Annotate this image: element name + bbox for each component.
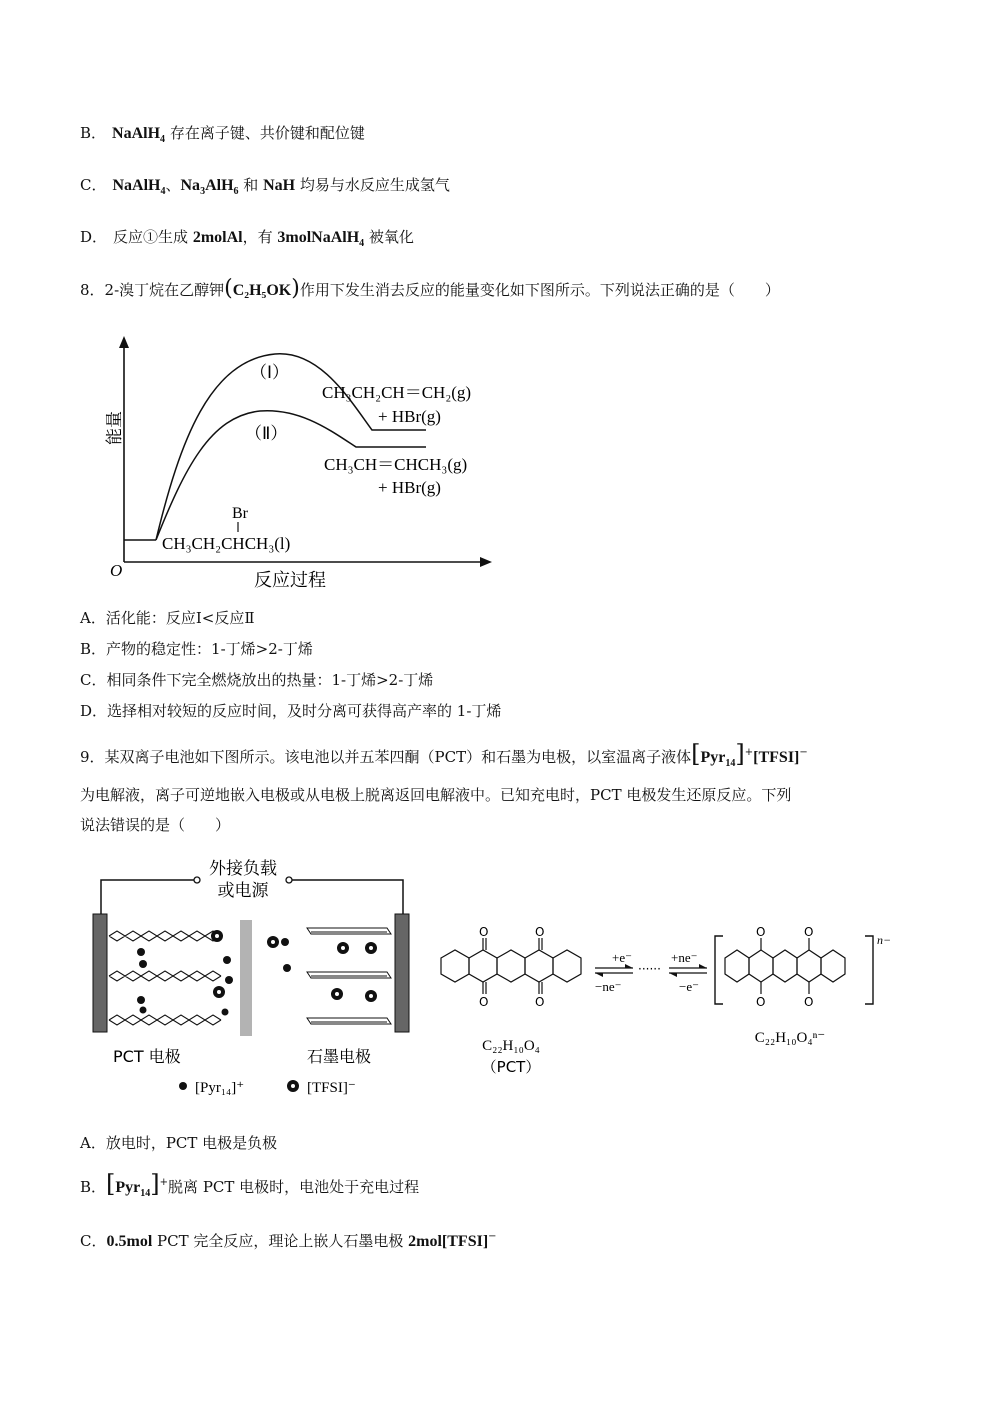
load-label-2: 或电源 bbox=[217, 881, 269, 901]
option-label: B． bbox=[80, 124, 107, 142]
product-formula: C₂₂H₁₀O₄ⁿ⁻ bbox=[754, 1030, 826, 1046]
q8-option-a: A．活化能：反应Ⅰ<反应Ⅱ bbox=[80, 609, 255, 627]
q7-option-c: C． NaAlH$_4$、$Na_3AlH_6$ 和 NaH 均易与水反应生成氢气 bbox=[80, 176, 450, 197]
legend-pyr-marker bbox=[179, 1082, 187, 1090]
product-structure bbox=[725, 938, 845, 994]
wire-right bbox=[291, 880, 403, 914]
wire-left bbox=[101, 880, 195, 914]
graphite-electrode-label: 石墨电极 bbox=[307, 1047, 372, 1066]
q7-option-b bbox=[80, 122, 365, 151]
ion-pyr: Pyr$_{14}$ bbox=[700, 749, 736, 769]
option-text: 存在离子键、共价键和配位键 bbox=[169, 124, 365, 142]
minus-ne-label: −ne⁻ bbox=[595, 979, 622, 994]
formula: C₂H₅OK bbox=[232, 282, 292, 299]
pct-name: （PCT） bbox=[481, 1058, 541, 1076]
pct-layers bbox=[109, 931, 221, 1025]
o-atom: O bbox=[535, 995, 545, 1009]
pct-electrode-label: PCT 电极 bbox=[113, 1047, 181, 1066]
q8-stem: 8．2-溴丁烷在乙醇钾(C₂H₅OK)作用下发生消去反应的能量变化如下图所示。下列说法正确的是（ ） bbox=[80, 276, 780, 301]
charge-label: n− bbox=[877, 933, 892, 947]
o-atom: O bbox=[535, 925, 545, 939]
pct-formula: C₂₂H₁₀O₄ bbox=[482, 1038, 540, 1054]
formula: 3molNaAlH$_4$ bbox=[277, 229, 365, 249]
graphite-electrode-plate bbox=[395, 914, 409, 1032]
q9-stem-line-3: 说法错误的是（ ） bbox=[80, 816, 231, 834]
formula: NaAlH$_4$ bbox=[112, 125, 166, 145]
y-axis-label: 能量 bbox=[105, 411, 125, 445]
plus-ne-label: +ne⁻ bbox=[671, 950, 698, 965]
q9-option-a: A．放电时，PCT 电极是负极 bbox=[80, 1134, 278, 1152]
o-atom: O bbox=[756, 925, 766, 939]
o-atom: O bbox=[804, 995, 814, 1009]
curve-1-label: （Ⅰ） bbox=[250, 363, 290, 383]
product-1-hbr: + HBr(g) bbox=[378, 407, 441, 426]
ion-pyr: Pyr$_{14}$ bbox=[115, 1179, 151, 1199]
energy-diagram bbox=[80, 330, 510, 595]
x-axis-arrow bbox=[480, 557, 492, 567]
product-2-hbr: + HBr(g) bbox=[378, 478, 441, 497]
bracket-right bbox=[865, 936, 873, 1004]
o-atom: O bbox=[804, 925, 814, 939]
x-axis-label: 反应过程 bbox=[254, 570, 326, 591]
legend-tfsi-label: [TFSI]⁻ bbox=[307, 1080, 356, 1096]
formula: NaH bbox=[263, 177, 296, 194]
ion-tfsi: [TFSI] bbox=[753, 749, 800, 766]
q9-stem-line-1: 9．某双离子电池如下图所示。该电池以并五苯四酮（PCT）和石墨为电极，以室温离子液体[Pyr$_{14}$]+[TFSI]− bbox=[80, 740, 808, 769]
reactant-formula: CH₃CH₂CHCH₃(l) bbox=[162, 534, 291, 553]
o-atom: O bbox=[479, 995, 489, 1009]
separator bbox=[240, 920, 252, 1036]
curve-2-label: （Ⅱ） bbox=[245, 424, 288, 444]
q9-option-c: C．0.5mol PCT 完全反应，理论上嵌人石墨电极 2mol[TFSI]− bbox=[80, 1231, 497, 1250]
option-label: D． bbox=[80, 228, 108, 246]
o-atom: O bbox=[756, 995, 766, 1009]
load-label-1: 外接负载 bbox=[209, 859, 277, 879]
formula: 2mol[TFSI] bbox=[408, 1233, 489, 1250]
formula: 0.5mol bbox=[106, 1233, 153, 1250]
plus-e-label: +e⁻ bbox=[612, 950, 632, 965]
graphite-layers bbox=[307, 928, 391, 1024]
pct-electrode-plate bbox=[93, 914, 107, 1032]
reactant-br: Br bbox=[232, 505, 248, 522]
y-axis-arrow bbox=[119, 336, 129, 348]
bracket-left bbox=[715, 936, 723, 1004]
pyr-ions bbox=[137, 938, 291, 1016]
formula: 2molAl bbox=[192, 229, 243, 246]
legend-pyr-label: [Pyr₁₄]⁺ bbox=[195, 1080, 245, 1096]
option-label: C． bbox=[80, 176, 107, 194]
q9-stem-line-2: 为电解液，离子可逆地嵌入电极或从电极上脱离返回电解液中。已知充电时，PCT 电极发生还原反应。下列 bbox=[80, 786, 792, 804]
formula: NaAlH$_4$ bbox=[112, 177, 166, 197]
q8-option-d: D．选择相对较短的反应时间，及时分离可获得高产率的 1-丁烯 bbox=[80, 702, 502, 720]
tfsi-ions bbox=[211, 930, 377, 1002]
product-2-formula: CH₃CH＝CHCH₃(g) bbox=[324, 455, 468, 474]
ellipsis: ······ bbox=[638, 962, 661, 976]
pct-structure bbox=[441, 938, 581, 994]
minus-e-label: −e⁻ bbox=[679, 979, 699, 994]
origin-label: O bbox=[110, 561, 123, 580]
product-1-formula: CH₃CH₂CH＝CH₂(g) bbox=[322, 383, 472, 402]
terminal-left bbox=[194, 877, 200, 883]
terminal-right bbox=[286, 877, 292, 883]
q8-option-b: B．产物的稳定性：1-丁烯>2-丁烯 bbox=[80, 640, 313, 658]
q9-option-b: B．[Pyr$_{14}$]+脱离 PCT 电极时，电池处于充电过程 bbox=[80, 1170, 420, 1199]
formula: $Na_3AlH_6$ bbox=[180, 177, 239, 197]
q7-option-d: D． 反应①生成 2molAl，有 3molNaAlH$_4$ 被氧化 bbox=[80, 228, 414, 249]
battery-diagram bbox=[85, 852, 915, 1102]
q8-option-c: C．相同条件下完全燃烧放出的热量：1-丁烯>2-丁烯 bbox=[80, 671, 434, 689]
o-atom: O bbox=[479, 925, 489, 939]
